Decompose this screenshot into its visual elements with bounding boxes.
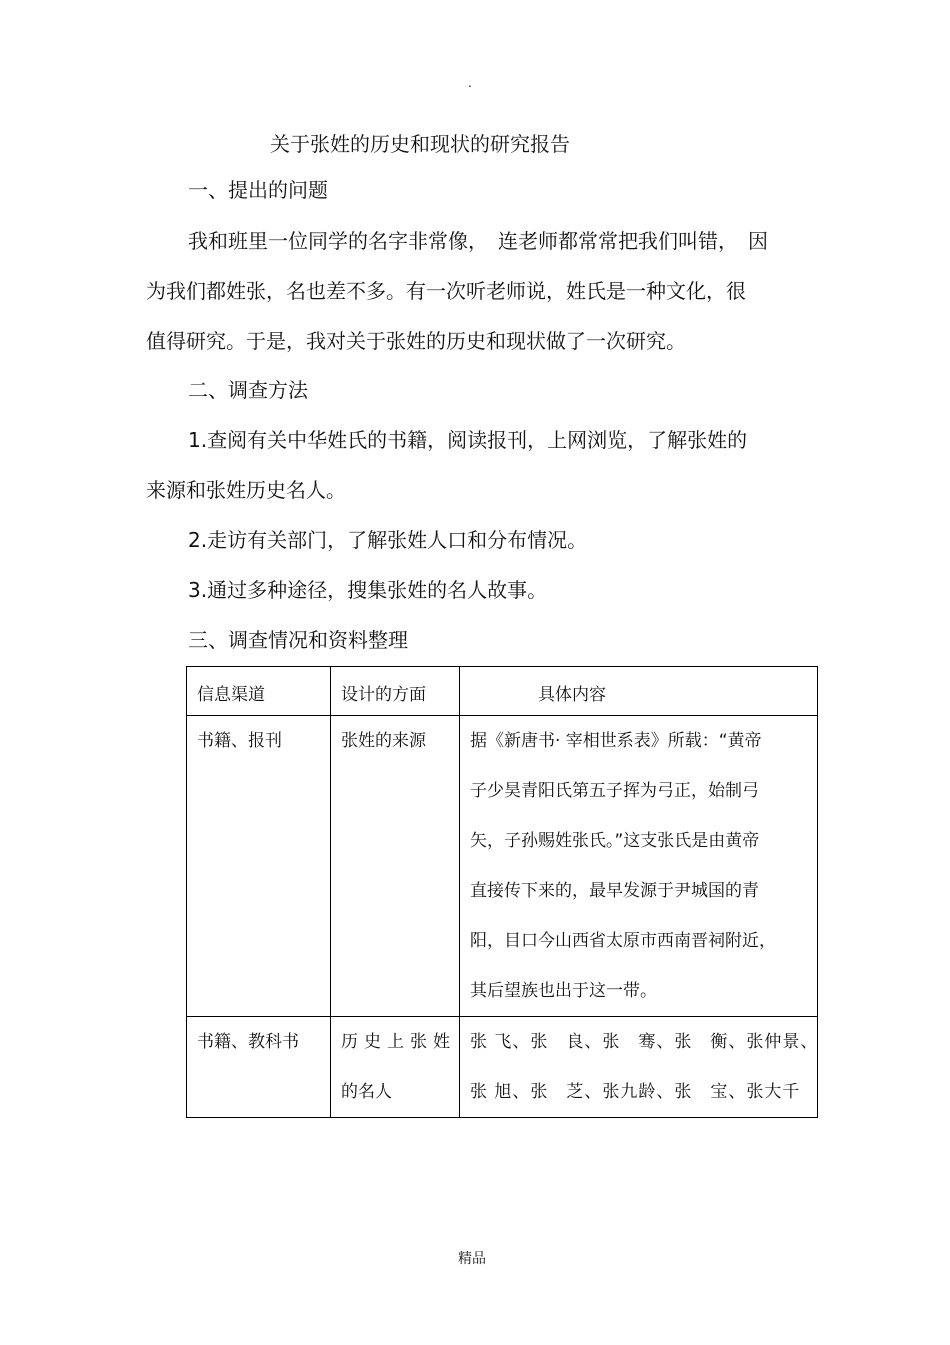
row2-aspect-line-2: 的名人	[341, 1082, 392, 1102]
header-cell-content	[460, 667, 818, 716]
row2-content-cell	[460, 1017, 818, 1118]
row1-content-line-2: 子少昊青阳氏第五子挥为弓正，始制弓	[470, 781, 759, 801]
footer-label: 精品	[458, 1251, 486, 1267]
row2-content-line-1: 张 飞、张 良、张 骞、张 衡、张仲景、	[470, 1032, 819, 1052]
section2-item-2: 2.走访有关部门，了解张姓人口和分布情况。	[188, 528, 588, 552]
header-aspect: 设计的方面	[341, 684, 426, 705]
table-row	[187, 716, 818, 1017]
row1-channel-cell	[187, 716, 331, 1017]
row1-aspect-cell	[331, 716, 460, 1017]
table-row	[187, 1017, 818, 1118]
row1-content-line-6: 其后望族也出于这一带。	[470, 981, 657, 1001]
header-content: 具体内容	[538, 684, 606, 705]
row2-aspect-cell	[331, 1017, 460, 1118]
row1-content-line-3: 矢，子孙赐姓张氏。”这支张氏是由黄帝	[470, 831, 760, 851]
section3-heading: 三、调查情况和资料整理	[188, 628, 408, 652]
document-title: 关于张姓的历史和现状的研究报告	[270, 132, 570, 156]
section1-heading: 一、提出的问题	[188, 178, 328, 202]
row2-content-line-2: 张 旭、张 芝、张九龄、张 宝、张大千	[470, 1082, 801, 1102]
section2-heading: 二、调查方法	[188, 378, 308, 402]
header-cell-channel	[187, 667, 331, 716]
row1-content-line-4: 直接传下来的，最早发源于尹城国的青	[470, 881, 759, 901]
table-header-row	[187, 667, 818, 716]
row2-channel-cell	[187, 1017, 331, 1118]
row2-aspect-line-1: 历史上张姓	[341, 1032, 456, 1052]
row1-aspect: 张姓的来源	[341, 731, 426, 751]
info-table	[186, 666, 818, 1118]
row1-content-line-5: 阳，目口今山西省太原市西南晋祠附近，	[470, 931, 776, 951]
header-channel: 信息渠道	[197, 684, 265, 705]
section1-line-3: 值得研究。于是，我对关于张姓的历史和现状做了一次研究。	[146, 329, 686, 353]
section1-line-1: 我和班里一位同学的名字非常像， 连老师都常常把我们叫错， 因	[188, 229, 768, 253]
section2-item-3: 3.通过多种途径，搜集张姓的名人故事。	[188, 578, 548, 602]
section1-line-2: 为我们都姓张，名也差不多。有一次听老师说，姓氏是一种文化，很	[146, 279, 746, 303]
row1-channel: 书籍、报刊	[197, 731, 282, 751]
row2-channel: 书籍、教科书	[197, 1032, 299, 1052]
section2-item-1-cont: 来源和张姓历史名人。	[146, 478, 346, 502]
header-cell-aspect	[331, 667, 460, 716]
section2-item-1: 1.查阅有关中华姓氏的书籍，阅读报刊，上网浏览，了解张姓的	[188, 428, 748, 452]
row1-content-line-1: 据《新唐书· 宰相世系表》所载：“黄帝	[470, 731, 762, 751]
header-mark: .	[468, 76, 472, 90]
row1-content-cell	[460, 716, 818, 1017]
